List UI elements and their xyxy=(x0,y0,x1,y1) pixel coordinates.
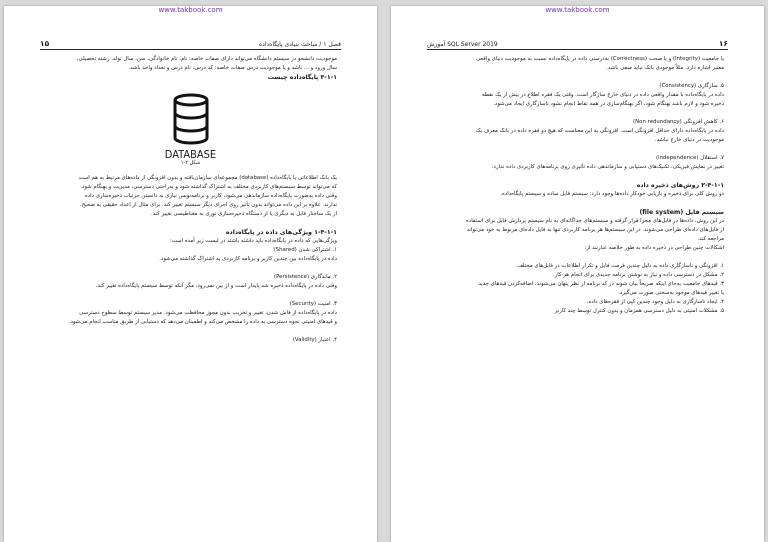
list-item-title: ۲. ماندگاری (Persistence) xyxy=(274,274,337,280)
body-line: یا جامعیت (Integrity) و یا صحت (Correctness) به‌درستی داده در پایگاه‌داده نسبت به موجودیت دنیای واقعی xyxy=(476,56,724,62)
page-number: ۱۵ xyxy=(40,39,50,48)
site-url[interactable]: www.takbook.com xyxy=(545,6,610,14)
body-line: مراجعه کند. xyxy=(697,236,724,242)
list-item-text: داده در پایگاه‌داده بین چندین کاربر و برنامه کاربردی به اشتراک گذاشته می‌شود. xyxy=(159,256,337,262)
body-line: موجودیت دانشجو در سیستم دانشگاه می‌تواند دارای صفات خاصه: نام، نام خانوادگی، سن، سال تولد، رشته تحصیلی، xyxy=(76,56,337,62)
body-line: یک بانک اطلاعاتی یا پایگاه‌داده (database) مجموعه‌ای سازمان‌یافته و بدون افزونگی از داده‌های مرتبط به هم است xyxy=(78,175,337,181)
list-item-text: ۲. مشکل در دسترسی داده و نیاز به نوشتن برنامه جدیدی برای انجام هر کار. xyxy=(552,272,724,278)
body-line: از یک ساختار فایل به دیگری یا از دستگاه ذخیره‌سازی نوری به مغناطیسی تغییر کند. xyxy=(151,211,337,217)
page-header xyxy=(427,36,728,48)
body-line: ویژگی‌هایی که داده در پایگاه‌داده باید داشته باشند در لیست زیر آمده است: xyxy=(169,238,337,244)
list-item-text: ۵. مشکلات امنیتی به دلیل دسترسی همزمان و بدون کنترل توسط چند کاربر xyxy=(554,308,724,314)
body-line: از فایل‌های داده‌ای طراحی می‌شوند. در این سیستم‌ها هر برنامه کاربردی تنها به فایل داده‌ای مربوط به خود می‌تواند xyxy=(466,227,724,233)
section-heading: ۲-۴-۱-۱ روش‌های ذخیره داده xyxy=(636,182,724,189)
body-line: ندارند. علاوه بر این داده می‌تواند بدون تأثیر روی اجرای دیگر سیستم تغییر کند. برای مثال از اعداد حقیقی به صحیح، xyxy=(80,202,337,208)
body-line: معتبر اشاره دارد. مثلاً موجودی بانک نباید منفی باشد. xyxy=(606,65,724,71)
list-item-text: ۳. قیدهای جامعیت به‌جای اینکه صریحاً بیان شوند در کد برنامه از نظر پنهان می‌شوند. اضافه‌کردن قیدهای جدید xyxy=(478,281,724,287)
list-item-text: وقتی داده در پایگاه‌داده ذخیره شد پایدار است و از بین نمی‌رود، مگر آنکه توسط سیستم پایگاه‌داده تغییر کند. xyxy=(95,283,337,289)
header-rule xyxy=(427,49,728,50)
list-item-text: داده در پایگاه‌داده دارای حداقل افزونگی است. افزونگی به این معناست که هیچ دو فقره داده در بانک معرف یک xyxy=(475,128,724,134)
body-line: سال ورود و ... باشد و یا موجودیت درس صفات خاصه: کد درس، نام درس و تعداد واحد باشد. xyxy=(128,65,337,71)
right-page xyxy=(391,6,764,542)
body-line: وقتی داده به‌صورت پایگاه‌داده سازماندهی می‌شود، کاربر و برنامه‌نویس نیازی به دانستن جزئیات ذخیره‌سازی داده xyxy=(84,193,337,199)
section-heading: ۴-۱-۱ پایگاه‌داده چیست xyxy=(267,74,337,81)
left-page xyxy=(4,6,377,542)
list-item-text: تغییر در نمایش فیزیکی، تکنیک‌های دستیابی و سازماندهی داده تأثیری روی برنامه‌های کاربردی داده ندارد. xyxy=(491,164,724,170)
body-line: اشکالات چنین طراحی در ذخیره داده به طور خلاصه عبارتند از: xyxy=(584,245,724,251)
list-item-title: ۵. سازگاری (Consistency) xyxy=(659,83,724,89)
list-item-title: ۳. امنیت (Security) xyxy=(289,301,337,307)
site-url[interactable]: www.takbook.com xyxy=(158,6,223,14)
body-line: دو روش کلی برای ذخیره و بازیابی خودکار داده‌ها وجود دارد: سیستم فایل ساده و سیستم پایگاه‌داده. xyxy=(500,191,724,197)
book-title: آموزش SQL Server 2019 xyxy=(427,41,498,48)
database-figure xyxy=(44,82,337,168)
database-icon xyxy=(171,92,211,146)
list-item-text: ۴. ایجاد ناسازگاری به دلیل وجود چندین کپی از فقره‌های داده. xyxy=(586,299,724,305)
chapter-title: فصل ۱ / مباحث بنیادی پایگاه‌داده xyxy=(259,41,341,48)
body-line: در این روش، داده‌ها در فایل‌های مجزا قرار گرفته و سیستم‌های جداگانه‌ای به نام سیستم پردازش فایل برای استفاده xyxy=(466,218,724,224)
list-item-text: یا تغییر قیدهای موجود به‌سختی صورت می‌گیرد. xyxy=(618,290,724,296)
list-item-text: ۱. افزونگی و ناسازگاری داده به دلیل چندین فرمت فایل و تکرار اطلاعات در فایل‌های مختلف. xyxy=(515,263,724,269)
list-item-title: ۴. اعتبار (Validity) xyxy=(292,337,337,343)
list-item-text: و قیدهای امنیتی نحوه دسترسی به داده را مشخص می‌کند و اطمینان می‌دهد که دستیابی از طریق مناسب انجام می‌شود. xyxy=(68,319,337,325)
list-item-text: موجودیت در دنیای خارج نباشد. xyxy=(654,137,724,143)
page-body xyxy=(431,55,724,316)
list-item-text: داده در پایگاه‌داده از فاش شدن، تغییر و تخریب بدون مجوز محافظت می‌شود. مدیر سیستم توسط سطوح دسترسی xyxy=(79,310,337,316)
list-item-title: ۶. کاهش افزونگی (Non redundancy) xyxy=(633,119,724,125)
list-item-title: ۷. استقلال (independence) xyxy=(655,155,724,161)
list-item-text: ذخیره شود و لازم باشد بهنگام شود، اگر بهنگام‌سازی در همه نقاط انجام نشود ناسازگاری ایجاد می‌شود. xyxy=(493,101,724,107)
page-number: ۱۶ xyxy=(718,39,728,48)
header-rule xyxy=(40,49,341,50)
page-body xyxy=(44,55,337,345)
database-label: DATABASE xyxy=(164,148,217,161)
body-line: که می‌تواند توسط سیستم‌های کاربردی مختلف به اشتراک گذاشته شود و به‌راحتی دسترسی، مدیریت و بهنگام شود. xyxy=(80,184,337,190)
page-header xyxy=(40,36,341,48)
list-item-text: داده در پایگاه‌داده با مقدار واقعی داده در دنیای خارج سازگار است. وقتی یک فقره اطلاع در بیش از یک نقطه xyxy=(481,92,724,98)
list-item-title: ۱. اشتراکی شدن (Shared) xyxy=(273,247,337,253)
subsection-heading: سیستم فایل (file system) xyxy=(639,209,724,216)
figure-caption: شکل ۲-۱ xyxy=(180,160,201,166)
subsection-heading: ۱-۴-۱-۱ ویژگی‌های داده در پایگاه‌داده xyxy=(225,229,337,236)
